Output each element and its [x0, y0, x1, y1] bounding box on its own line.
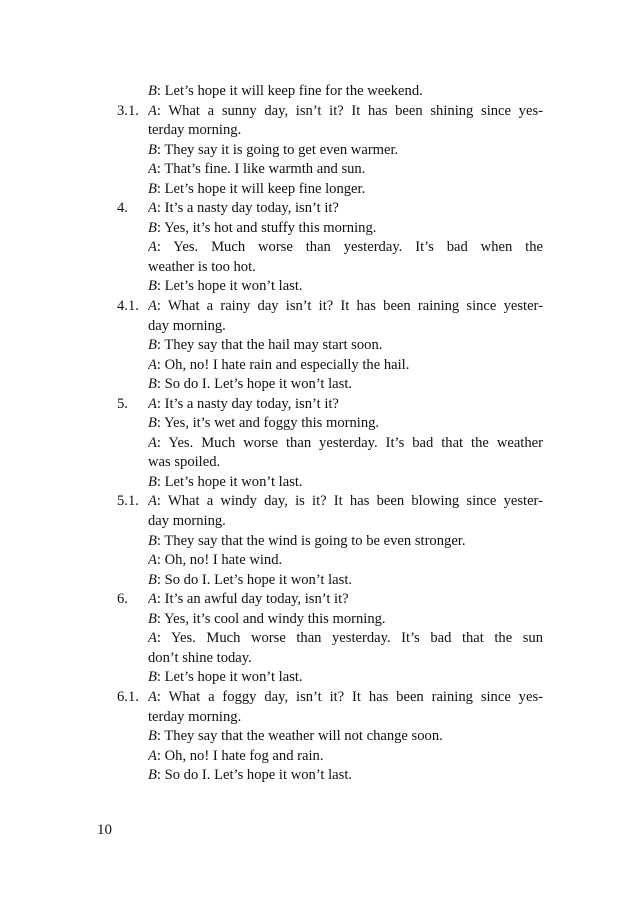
dialogue-line — [148, 532, 543, 552]
speaker-label: B — [148, 337, 157, 354]
speaker-label: A — [148, 688, 157, 705]
text-line — [0, 610, 638, 630]
dialogue-line — [148, 610, 543, 630]
dialogue-continuation — [148, 258, 543, 278]
line-text: was spoiled. — [148, 454, 221, 471]
speaker-label: A — [148, 356, 157, 373]
speaker-label: A — [148, 591, 157, 608]
line-text: : Yes, it’s cool and windy this morning. — [156, 610, 386, 627]
dialogue-continuation — [148, 512, 543, 532]
text-line — [0, 141, 638, 161]
speaker-label: A — [148, 630, 157, 647]
item-number: 4. — [117, 200, 128, 217]
dialogue-line — [148, 668, 543, 688]
line-text: terday morning. — [148, 708, 242, 725]
dialogue-line — [148, 180, 543, 200]
speaker-label: B — [148, 610, 157, 627]
line-text: : Yes, it’s hot and stuffy this morning. — [156, 219, 377, 236]
speaker-label: A — [148, 395, 157, 412]
item-number: 4.1. — [117, 298, 139, 315]
line-text: : That’s fine. I like warmth and sun. — [156, 161, 366, 178]
dialogue-line — [148, 473, 543, 493]
line-text: : What a rainy day isn’t it? It has been raining since yester- — [156, 298, 543, 315]
text-line — [0, 395, 638, 415]
dialogue-line — [148, 571, 543, 591]
text-line — [0, 629, 638, 649]
speaker-label: A — [148, 552, 157, 569]
text-line — [0, 199, 638, 219]
speaker-label: B — [148, 728, 157, 745]
speaker-label: A — [148, 102, 157, 119]
speaker-label: A — [148, 434, 157, 451]
text-line — [0, 160, 638, 180]
dialogue-line — [148, 688, 543, 708]
text-line — [0, 336, 638, 356]
dialogue-line — [148, 336, 543, 356]
speaker-label: B — [148, 767, 157, 784]
line-text: : Yes. Much worse than yesterday. It’s bad that the sun — [156, 630, 543, 647]
text-line — [0, 277, 638, 297]
text-line — [0, 102, 638, 122]
line-text: : It’s a nasty day today, isn’t it? — [156, 395, 339, 412]
speaker-label: B — [148, 415, 157, 432]
text-line — [0, 258, 638, 278]
dialogue-line — [148, 434, 543, 454]
item-number: 6.1. — [117, 688, 139, 705]
dialogue-continuation — [148, 121, 543, 141]
speaker-label: B — [148, 532, 157, 549]
speaker-label: A — [148, 493, 157, 510]
speaker-label: B — [148, 278, 157, 295]
speaker-label: A — [148, 298, 157, 315]
text-line — [0, 434, 638, 454]
dialogue-line — [148, 375, 543, 395]
text-line — [0, 219, 638, 239]
line-text: : What a windy day, is it? It has been blowing since yester- — [156, 493, 543, 510]
speaker-label: B — [148, 571, 157, 588]
line-text: : So do I. Let’s hope it won’t last. — [156, 376, 353, 393]
dialogue-line — [148, 199, 543, 219]
item-number: 6. — [117, 591, 128, 608]
line-text: : Let’s hope it won’t last. — [156, 278, 303, 295]
text-line — [0, 238, 638, 258]
text-line — [0, 375, 638, 395]
line-text: : So do I. Let’s hope it won’t last. — [156, 767, 353, 784]
line-text: terday morning. — [148, 122, 242, 139]
dialogue-line — [148, 356, 543, 376]
speaker-label: A — [148, 747, 157, 764]
speaker-label: B — [148, 669, 157, 686]
speaker-label: B — [148, 473, 157, 490]
line-text: : Let’s hope it won’t last. — [156, 669, 303, 686]
text-line — [0, 688, 638, 708]
dialogue-line — [148, 395, 543, 415]
line-text: : They say it is going to get even warmer. — [156, 141, 399, 158]
text-line — [0, 590, 638, 610]
text-line — [0, 473, 638, 493]
line-text: : So do I. Let’s hope it won’t last. — [156, 571, 353, 588]
line-text: : They say that the hail may start soon. — [156, 337, 383, 354]
dialogue-line — [148, 727, 543, 747]
dialogue-text-block — [0, 82, 638, 786]
text-line — [0, 492, 638, 512]
dialogue-line — [148, 414, 543, 434]
line-text: day morning. — [148, 317, 226, 334]
item-number: 3.1. — [117, 102, 139, 119]
dialogue-continuation — [148, 317, 543, 337]
dialogue-line — [148, 747, 543, 767]
text-line — [0, 121, 638, 141]
dialogue-line — [148, 551, 543, 571]
dialogue-line — [148, 160, 543, 180]
text-line — [0, 180, 638, 200]
speaker-label: B — [148, 83, 157, 99]
text-line — [0, 571, 638, 591]
line-text: : It’s an awful day today, isn’t it? — [156, 591, 349, 608]
line-text: : Let’s hope it will keep fine for the weekend. — [156, 83, 423, 99]
text-line — [0, 82, 638, 102]
line-text: : Oh, no! I hate fog and rain. — [156, 747, 324, 764]
text-line — [0, 453, 638, 473]
line-text: : Oh, no! I hate rain and especially the hail. — [156, 356, 410, 373]
text-line — [0, 317, 638, 337]
speaker-label: A — [148, 239, 157, 256]
line-text: : What a sunny day, isn’t it? It has been shining since yes- — [156, 102, 543, 119]
speaker-label: A — [148, 200, 157, 217]
text-line — [0, 747, 638, 767]
line-text: : Yes. Much worse than yesterday. It’s bad when the — [156, 239, 543, 256]
dialogue-continuation — [148, 453, 543, 473]
dialogue-line — [148, 219, 543, 239]
line-text: : They say that the wind is going to be even stronger. — [156, 532, 466, 549]
speaker-label: B — [148, 219, 157, 236]
dialogue-continuation — [148, 649, 543, 669]
dialogue-line — [148, 629, 543, 649]
text-line — [0, 766, 638, 786]
text-line — [0, 297, 638, 317]
dialogue-line — [148, 297, 543, 317]
line-text: : Let’s hope it will keep fine longer. — [156, 180, 366, 197]
text-line — [0, 649, 638, 669]
speaker-label: A — [148, 161, 157, 178]
text-line — [0, 356, 638, 376]
speaker-label: B — [148, 141, 157, 158]
line-text: : They say that the weather will not change soon. — [156, 728, 443, 745]
item-number: 5.1. — [117, 493, 139, 510]
line-text: : It’s a nasty day today, isn’t it? — [156, 200, 339, 217]
line-text: day morning. — [148, 513, 226, 530]
text-line — [0, 668, 638, 688]
line-text: : Oh, no! I hate wind. — [156, 552, 283, 569]
line-text: : Yes. Much worse than yesterday. It’s bad that the weather — [156, 434, 543, 451]
dialogue-line — [148, 492, 543, 512]
text-line — [0, 512, 638, 532]
text-line — [0, 532, 638, 552]
text-line — [0, 414, 638, 434]
line-text: weather is too hot. — [148, 258, 256, 275]
dialogue-continuation — [148, 708, 543, 728]
dialogue-line — [148, 238, 543, 258]
line-text: don’t shine today. — [148, 649, 252, 666]
dialogue-line — [148, 102, 543, 122]
line-text: : Let’s hope it won’t last. — [156, 473, 303, 490]
dialogue-line — [148, 141, 543, 161]
page-number: 10 — [97, 822, 112, 838]
dialogue-line — [148, 590, 543, 610]
line-text: : Yes, it’s wet and foggy this morning. — [156, 415, 380, 432]
text-line — [0, 727, 638, 747]
text-line — [0, 708, 638, 728]
dialogue-line — [148, 277, 543, 297]
dialogue-line — [148, 766, 543, 786]
line-text: : What a foggy day, isn’t it? It has been raining since yes- — [156, 688, 543, 705]
text-line — [0, 551, 638, 571]
speaker-label: B — [148, 180, 157, 197]
dialogue-line — [148, 82, 543, 102]
speaker-label: B — [148, 376, 157, 393]
item-number: 5. — [117, 395, 128, 412]
